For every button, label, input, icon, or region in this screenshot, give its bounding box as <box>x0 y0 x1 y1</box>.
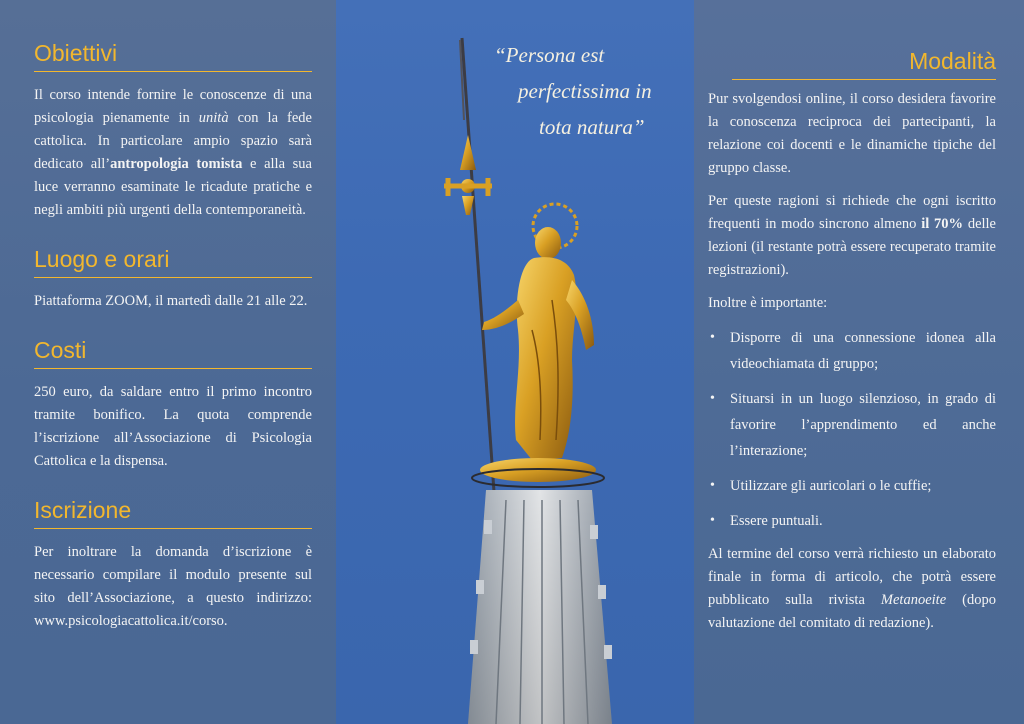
journal-name: Metanoeite <box>880 592 947 608</box>
center-panel <box>336 0 694 724</box>
obiettivi-text-bold: antropologia tomista <box>110 156 243 172</box>
quote-line-2: perfectissima in <box>518 79 652 103</box>
heading-obiettivi: Obiettivi <box>34 38 312 72</box>
modalita-paragraph-4 <box>708 543 996 635</box>
list-item <box>708 473 996 499</box>
bullet-icon: • <box>710 330 715 345</box>
list-item <box>708 386 996 464</box>
bullet-icon: • <box>710 513 715 528</box>
heading-costi: Costi <box>34 335 312 369</box>
list-item-text: Situarsi in un luogo silenzioso, in grado di favorire l’apprendimento ed anche l’interazione; <box>730 391 996 459</box>
heading-luogo-orari: Luogo e orari <box>34 244 312 278</box>
list-item <box>708 508 996 534</box>
requirements-list <box>708 325 996 534</box>
obiettivi-text-part: con la fede cattolica. In particolare ampio spazio sarà dedicato all’ <box>34 110 312 172</box>
obiettivi-text <box>34 84 312 222</box>
modalita-paragraph-1: Pur svolgendosi online, il corso desidera favorire la conoscenza reciproca dei partecipanti, la relazione coi docenti e le dinamiche tipiche del gruppo classe. <box>708 91 996 176</box>
section-costi <box>34 335 312 473</box>
obiettivi-text-part: e alla sua luce verranno esaminate le ricadute pratiche e negli ambiti più urgenti della contemporaneità. <box>34 156 312 218</box>
modalita-text-bold: il 70% <box>921 216 964 232</box>
madonnina-statue-image <box>336 0 694 724</box>
list-item-text: Utilizzare gli auricolari o le cuffie; <box>730 478 932 494</box>
left-panel <box>0 0 336 724</box>
obiettivi-text-emphasis: unità <box>198 110 229 126</box>
modalita-text-part: (dopo valutazione del comitato di redazione). <box>708 592 996 631</box>
bullet-icon: • <box>710 478 715 493</box>
list-item <box>708 325 996 377</box>
right-panel <box>694 0 1024 724</box>
modalita-text-part: delle lezioni (il restante potrà essere recuperato tramite registrazioni). <box>708 216 996 278</box>
heading-modalita: Modalità <box>732 46 996 80</box>
section-iscrizione <box>34 495 312 633</box>
list-item-text: Disporre di una connessione idonea alla videochiamata di gruppo; <box>730 330 996 372</box>
modalita-text-part: Al termine del corso verrà richiesto un elaborato finale in forma di articolo, che potrà essere pubblicato sulla rivista <box>708 546 996 608</box>
modalita-text-part: Per queste ragioni si richiede che ogni iscritto frequenti in modo sincrono almeno <box>708 193 996 232</box>
iscrizione-text: Per inoltrare la domanda d’iscrizione è necessario compilare il modulo presente sul sito dell’Associazione, a questo indirizzo: www.psicologiacattolica.it/corso. <box>34 544 312 629</box>
heading-iscrizione: Iscrizione <box>34 495 312 529</box>
section-luogo-orari <box>34 244 312 313</box>
luogo-text: Piattaforma ZOOM, il martedì dalle 21 alle 22. <box>34 293 308 309</box>
modalita-paragraph-2 <box>708 190 996 282</box>
list-item-text: Essere puntuali. <box>730 513 823 529</box>
section-obiettivi <box>34 38 312 222</box>
modalita-paragraph-3: Inoltre è importante: <box>708 295 828 311</box>
obiettivi-text-part: Il corso intende fornire le conoscenze di una psicologia pienamente in <box>34 87 312 126</box>
quote-line-1: “Persona est <box>494 43 605 67</box>
quote-line-3: tota natura” <box>539 115 645 139</box>
costi-text: 250 euro, da saldare entro il primo incontro tramite bonifico. La quota comprende l’iscrizione all’Associazione di Psicologia Cattolica e la dispensa. <box>34 384 312 469</box>
bullet-icon: • <box>710 391 715 406</box>
